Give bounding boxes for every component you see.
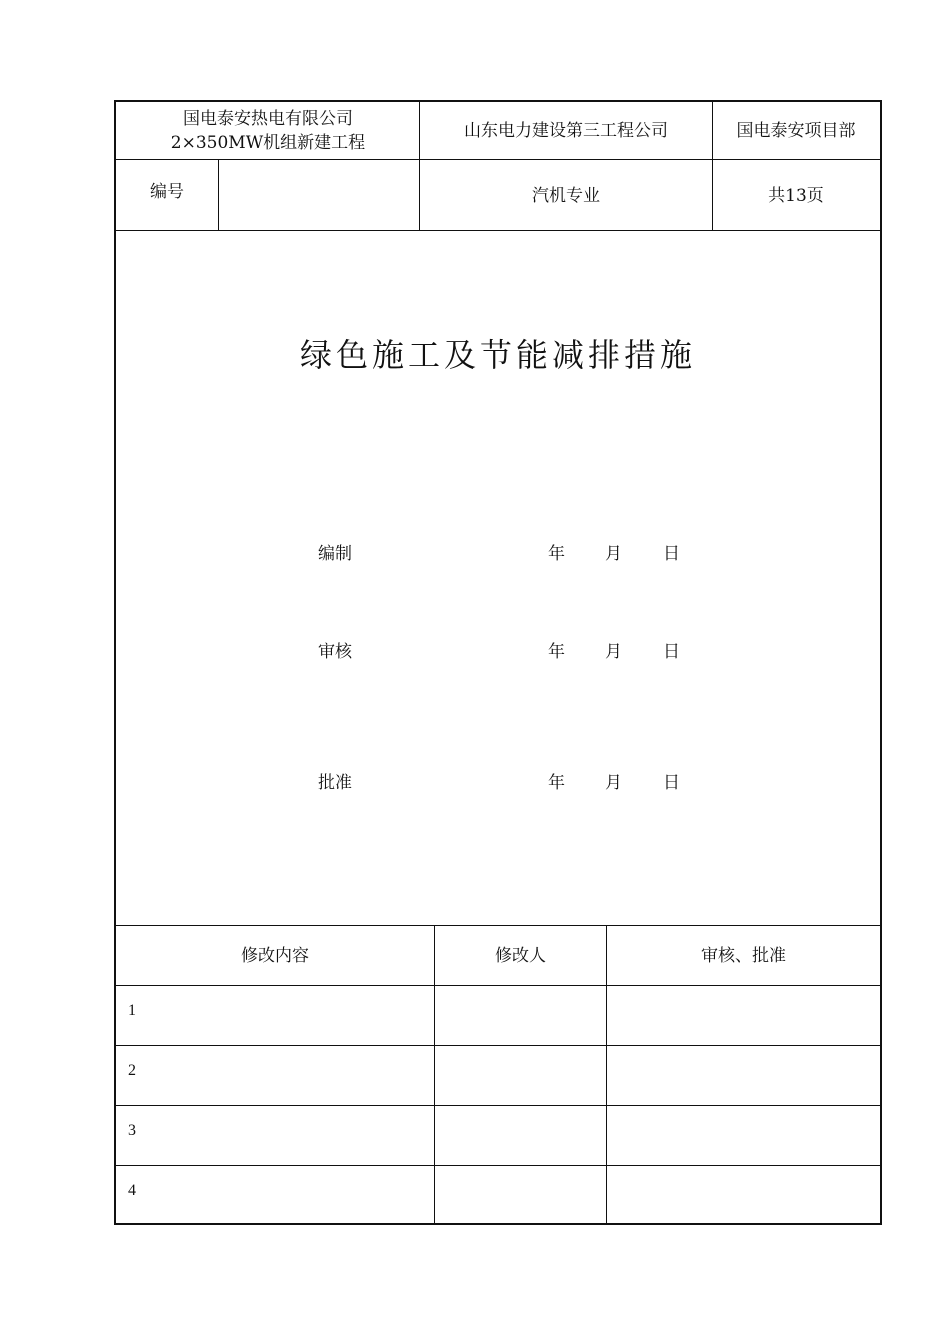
revision-row-line	[116, 1105, 880, 1106]
revision-row-line	[116, 1045, 880, 1046]
date-day: 日	[663, 773, 680, 793]
code-label: 编号	[150, 182, 184, 202]
revision-row-line	[116, 985, 880, 986]
header-col-line-c	[218, 159, 219, 230]
header-col-line-a	[419, 102, 420, 230]
revision-row-number: 1	[128, 1002, 136, 1019]
revision-row-line	[116, 1165, 880, 1166]
code-label-cell	[116, 160, 218, 220]
signature-label: 审核	[318, 642, 352, 662]
header-divider-1	[116, 159, 880, 160]
page-count-cell	[712, 160, 880, 231]
document-cover-frame	[114, 100, 882, 1225]
revision-row-number: 2	[128, 1062, 136, 1079]
date-month: 月	[605, 544, 622, 564]
contractor-cell	[420, 102, 712, 159]
date-day: 日	[663, 544, 680, 564]
date-day: 日	[663, 642, 680, 662]
code-value-cell[interactable]	[219, 160, 420, 231]
revision-header-approval: 审核、批准	[701, 945, 786, 966]
header-col-line-b	[712, 102, 713, 230]
discipline-cell	[420, 160, 712, 231]
project-dept-cell	[712, 102, 880, 159]
document-title: 绿色施工及节能减排措施	[299, 336, 696, 374]
revision-row-number: 3	[128, 1122, 136, 1139]
date-year: 年	[548, 773, 565, 793]
signature-label: 编制	[318, 544, 352, 564]
date-year: 年	[548, 544, 565, 564]
client-name-line1: 国电泰安热电有限公司	[183, 108, 353, 129]
header-divider-2	[116, 230, 880, 231]
page-count-text: 共13页	[768, 185, 824, 206]
date-year: 年	[548, 642, 565, 662]
revision-header-content: 修改内容	[241, 945, 309, 966]
revision-header-reviser: 修改人	[495, 945, 546, 966]
revision-row-number: 4	[128, 1182, 136, 1199]
signature-label: 批准	[318, 773, 352, 793]
client-name-line2: 2×350MW机组新建工程	[170, 132, 366, 153]
discipline-text: 汽机专业	[532, 185, 600, 206]
contractor-name: 山东电力建设第三工程公司	[464, 120, 668, 141]
client-name-cell	[116, 102, 420, 159]
date-month: 月	[605, 773, 622, 793]
date-month: 月	[605, 642, 622, 662]
project-dept-name: 国电泰安项目部	[736, 120, 856, 141]
